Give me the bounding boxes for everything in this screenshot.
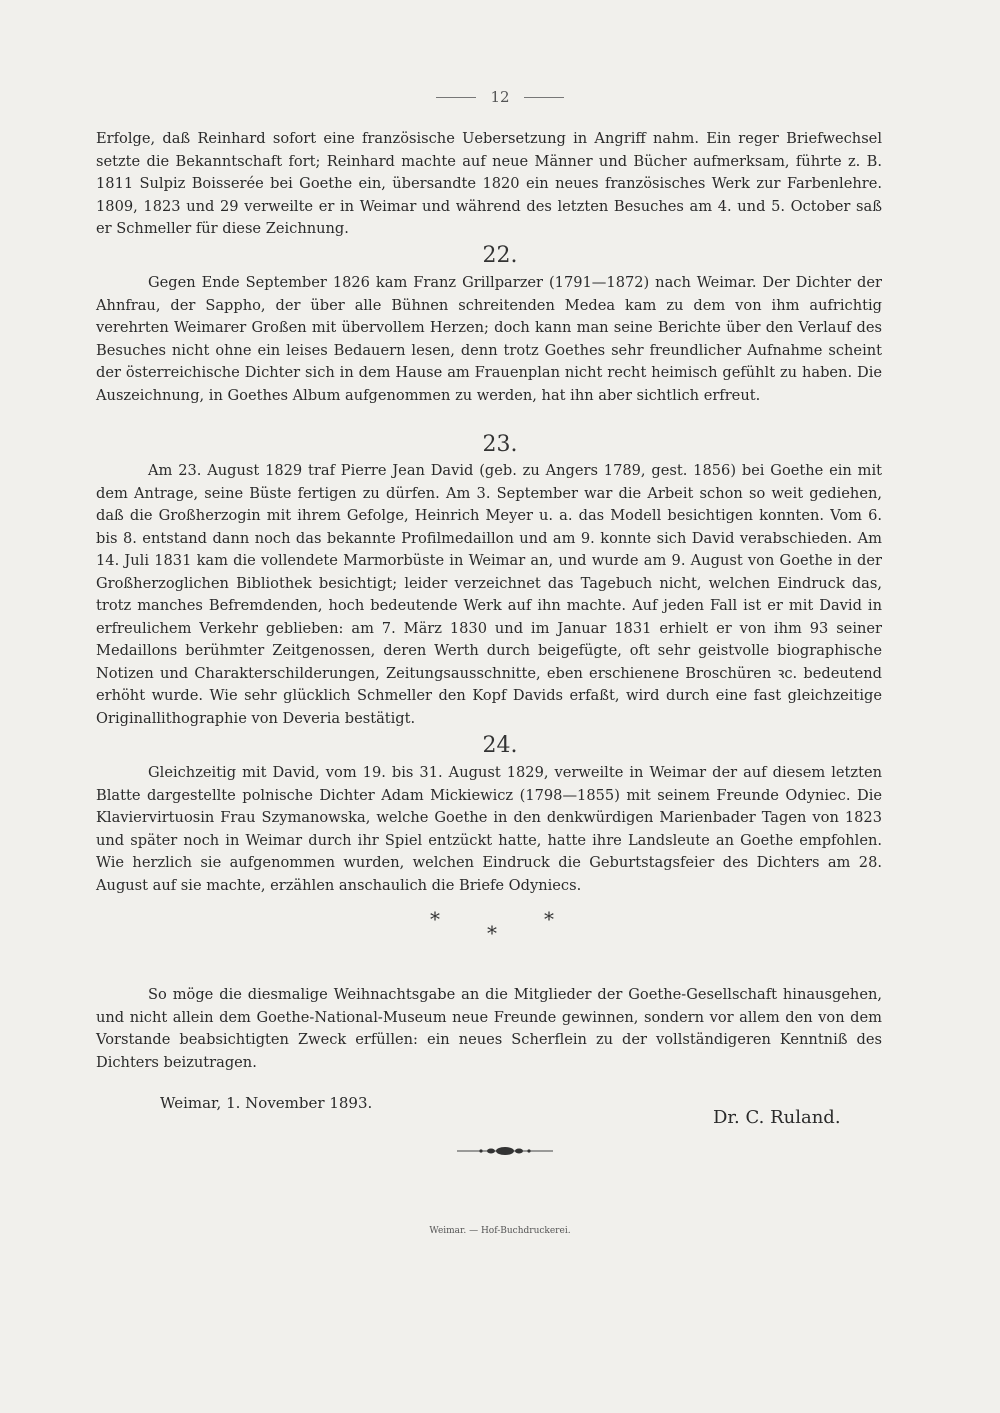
paragraph-intro xyxy=(96,128,882,241)
printer-imprint: Weimar. — Hof-Buchdruckerei. xyxy=(429,1226,571,1236)
page-header xyxy=(0,88,1000,106)
asterism xyxy=(0,905,1000,965)
asterisk: * xyxy=(544,907,554,931)
paragraph-text: Gegen Ende September 1826 kam Franz Grillparzer (1791—1872) nach Weimar. Der Dichter der Ahnfrau, der Sappho, der über alle Bühnen schreitenden Medea kam zu dem von ihm aufrichtig verehrten Weimarer Großen mit übervollem Herzen; doch kann man seine Berichte über den Verlauf des Besuches nicht ohne ein leises Bedauern lesen, denn trotz Goethes sehr freundlicher Aufnahme scheint der österreichische Dichter sich in dem Hause am Frauenplan nicht recht heimisch gefühlt zu haben. Die Auszeichnung, in Goethes Album aufgenommen zu werden, hat ihn aber sichtlich erfreut. xyxy=(96,274,882,404)
ornament-divider xyxy=(455,1144,555,1158)
paragraph-23 xyxy=(96,460,882,730)
header-rule-right xyxy=(524,97,564,98)
paragraph-text: So möge die diesmalige Weihnachtsgabe an die Mitglieder der Goethe-Gesellschaft hinausgehen, und nicht allein dem Goethe-National-Museum neue Freunde gewinnen, sondern vor allem den von dem Vorstande beabsichtigten Zweck erfüllen: ein neues Scherflein zu der vollständigeren Kenntniß des Dichters beizutragen. xyxy=(96,986,882,1071)
header-rule-left xyxy=(436,97,476,98)
section-number-23: 23. xyxy=(482,432,518,457)
asterisk: * xyxy=(487,921,497,945)
asterisk: * xyxy=(430,907,440,931)
signature: Dr. C. Ruland. xyxy=(713,1107,841,1128)
closing-paragraph xyxy=(96,984,882,1074)
paragraph-text: Am 23. August 1829 traf Pierre Jean David (geb. zu Angers 1789, gest. 1856) bei Goethe ein mit dem Antrage, seine Büste fertigen zu dürfen. Am 3. September war die Arbeit schon so weit gediehen, daß die Großherzogin mit ihrem Gefolge, Heinrich Meyer u. a. das Modell besichtigen konnten. Vom 6. bis 8. entstand dann noch das bekannte Profilmedaillon und am 9. konnte sich David verabschieden. Am 14. Juli 1831 kam die vollendete Marmorbüste in Weimar an, und wurde am 9. August von Goethe in der Großherzoglichen Bibliothek besichtigt; leider verzeichnet das Tagebuch nicht, welchen Eindruck das, trotz manches Befremdenden, hoch bedeutende Werk auf ihn machte. Auf jeden Fall ist er mit David in erfreulichem Verkehr geblieben: am 7. März 1830 und im Januar 1831 erhielt er von ihm 93 seiner Medaillons berühmter Zeitgenossen, deren Werth durch beigefügte, oft sehr geistvolle biographische Notizen und Charakterschilderungen, Zeitungsausschnitte, eben erschienene Broschüren ꝛc. bedeutend erhöht wurde. Wie sehr glücklich Schmeller den Kopf Davids erfaßt, wird durch eine fast gleichzeitige Originallithographie von Deveria bestätigt. xyxy=(96,462,882,727)
paragraph-22 xyxy=(96,272,882,407)
page-number: 12 xyxy=(490,88,510,106)
paragraph-24 xyxy=(96,762,882,897)
paragraph-text: Erfolge, daß Reinhard sofort eine französische Uebersetzung in Angriff nahm. Ein reger Briefwechsel setzte die Bekanntschaft fort; Reinhard machte auf neue Männer und Bücher aufmerksam, führte z. B. 1811 Sulpiz Boisserée bei Goethe ein, übersandte 1820 ein neues französisches Werk zur Farbenlehre. 1809, 1823 und 29 verweilte er in Weimar und während des letzten Besuches am 4. und 5. October saß er Schmeller für diese Zeichnung. xyxy=(96,130,882,237)
dateline: Weimar, 1. November 1893. xyxy=(160,1094,373,1112)
section-number-22: 22. xyxy=(482,243,518,268)
section-number-24: 24. xyxy=(482,733,518,758)
paragraph-text: Gleichzeitig mit David, vom 19. bis 31. August 1829, verweilte in Weimar der auf diesem letzten Blatte dargestellte polnische Dichter Adam Mickiewicz (1798—1855) mit seinem Freunde Odyniec. Die Klaviervirtuosin Frau Szymanowska, welche Goethe in den denkwürdigen Marienbader Tagen von 1823 und später noch in Weimar durch ihr Spiel entzückt hatte, hatte ihre Landsleute an Goethe empfohlen. Wie herzlich sie aufgenommen wurden, welchen Eindruck die Geburtstagsfeier des Dichters am 28. August auf sie machte, erzählen anschaulich die Briefe Odyniecs. xyxy=(96,764,882,894)
